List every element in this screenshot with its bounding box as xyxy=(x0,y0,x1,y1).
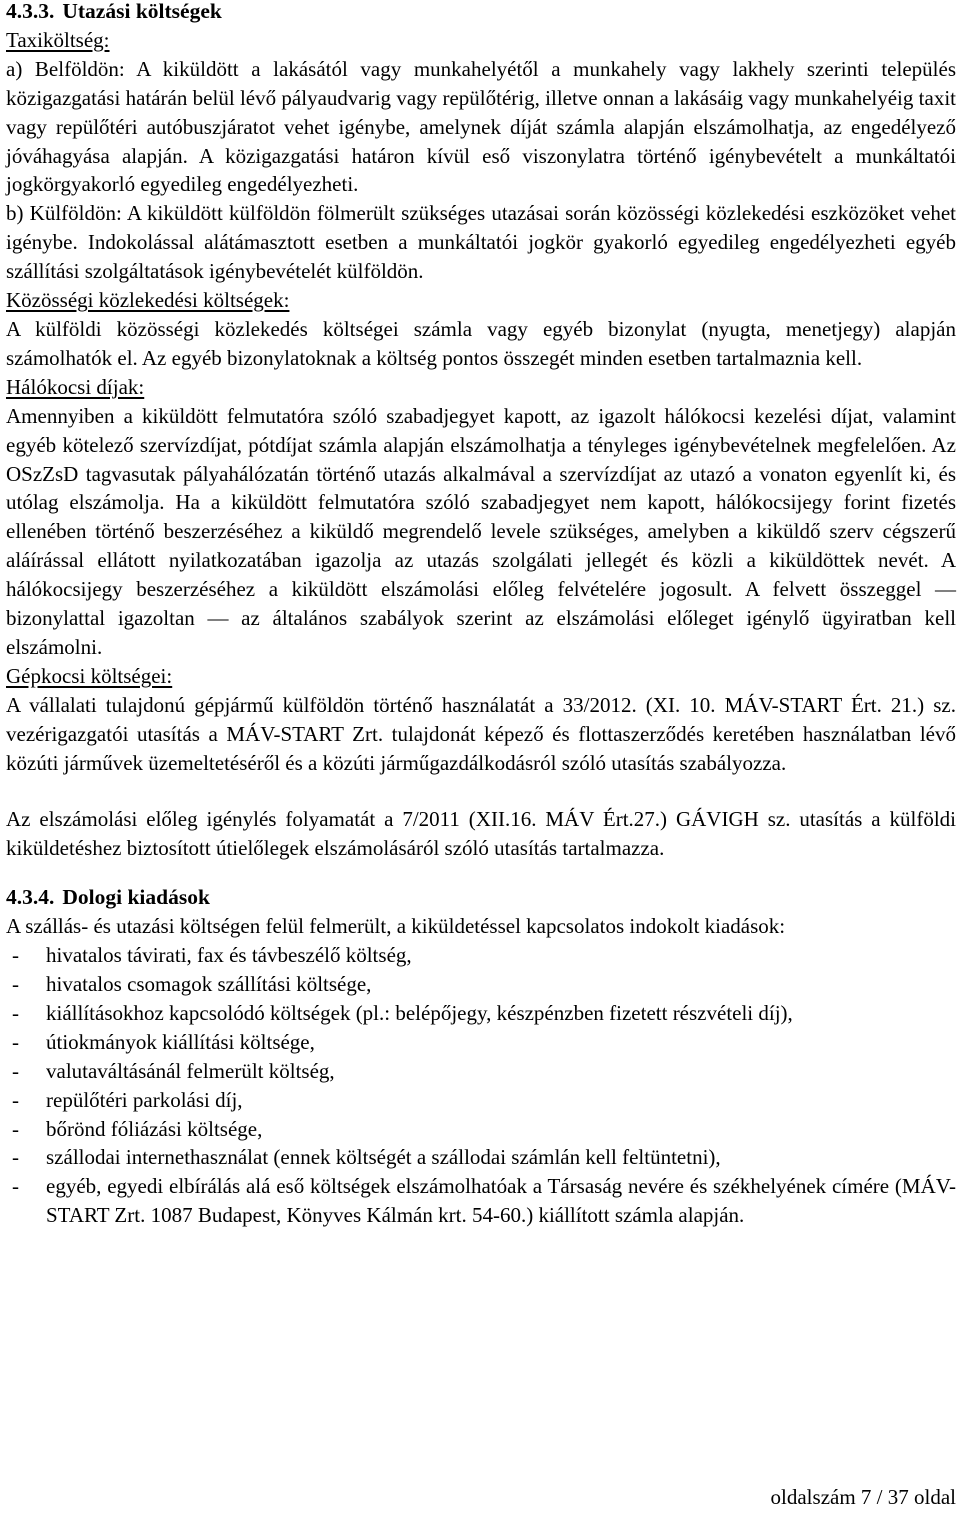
dash-bullet: - xyxy=(12,943,19,968)
dash-bullet: - xyxy=(12,1000,19,1025)
list-item xyxy=(6,1028,956,1057)
list-item-text: kiállításokhoz kapcsolódó költségek (pl.: belépőjegy, készpénzben fizetett részvételi díj), xyxy=(46,1000,793,1025)
taxi-para-a: a) Belföldön: A kiküldött a lakásától vagy munkahelyétől a munkahely vagy lakhely szerinti település közigazgatási határán belül lévő pályaudvarig vagy repülőtérig, illetve onnan a lakásáig vagy munkahelyéig taxit vagy repülőtéri autóbuszjáratot vehet igénybe, amelynek díját számla alapján elszámolhatja, az engedélyező jóváhagyása alapján. A közigazgatási határon kívül eső viszonylatra történő igénybevételt a munkáltatói jogkörgyakorló egyedileg engedélyezheti. xyxy=(6,56,956,197)
car-heading-text: Gépkocsi költségei: xyxy=(6,663,173,688)
section-433-heading xyxy=(6,0,956,26)
dash-bullet: - xyxy=(12,1058,19,1083)
list-item xyxy=(6,1115,956,1144)
list-item-text: repülőtéri parkolási díj, xyxy=(46,1087,243,1112)
dash-bullet: - xyxy=(12,1029,19,1054)
public-transport-heading xyxy=(6,286,956,315)
expense-list xyxy=(6,941,956,1230)
dash-bullet: - xyxy=(12,1087,19,1112)
document-page xyxy=(6,0,956,1230)
spacer xyxy=(6,863,956,883)
taxi-heading-text: Taxiköltség: xyxy=(6,27,110,52)
list-item-text: hivatalos csomagok szállítási költsége, xyxy=(46,972,372,996)
list-item xyxy=(6,1057,956,1086)
public-transport-heading-text: Közösségi közlekedési költségek: xyxy=(6,288,290,313)
car-text: A vállalati tulajdonú gépjármű külföldön történő használatát a 33/2012. (XI. 10. MÁV-START Ért. 21.) sz. vezérigazgatói utasítás a MÁV-START Zrt. tulajdonát képező és flottaszerződés keretében használatban lévő közúti járművek üzemeltetéséről és a közúti járműgazdálkodásról szóló utasítás szabályozza. xyxy=(6,692,956,775)
list-item-text: útiokmányok kiállítási költsége, xyxy=(46,1029,315,1054)
sleeper-text: Amennyiben a kiküldött felmutatóra szóló szabadjegyet kapott, az igazolt hálókocsi kezelési díjat, valamint egyéb kötelező szervízdíjat, pótdíjat számla alapján elszámolhatja a tényleges igénybevételnek megfelelően. Az OSzZsD tagvasutak pályahálózatán történő utazás alkalmával a szervízdíjat az utazó a vonaton egyenlít ki, és utólag elszámolja. Ha a kiküldött felmutatóra szóló szabadjegyet nem kapott, hálókocsijegy forint fizetés ellenében történő beszerzéséhez a kiküldő megrendelő levele szükséges, amelyben a kiküldő szerv cégszerű aláírással ellátott nyilatkozatában igazolja az utazás szolgálati jellegét és közli a kiküldöttek nevét. A hálókocsijegy beszerzéséhez a kiküldött elszámolási előleg felvételére jogosult. A felvett összeggel — bizonylattal igazoltan — az általános szabályok szerint az elszámolási előleget igénylő ügyiratban kell elszámolni. xyxy=(6,403,956,659)
dash-bullet: - xyxy=(12,1116,19,1141)
list-item xyxy=(6,1143,956,1172)
section-434-title: Dologi kiadások xyxy=(62,885,210,910)
sleeper-heading xyxy=(6,373,956,402)
list-item-text: egyéb, egyedi elbírálás alá eső költségek elszámolhatóak a Társaság nevére és székhelyének címére (MÁV-START Zrt. 1087 Budapest, Könyves Kálmán krt. 54-60.) kiállított számla alapján. xyxy=(46,1174,956,1228)
list-item xyxy=(6,941,956,970)
list-item-text: valutaváltásánál felmerült költség, xyxy=(46,1058,335,1083)
list-item xyxy=(6,999,956,1028)
dash-bullet: - xyxy=(12,1174,19,1199)
list-item-text: hivatalos távirati, fax és távbeszélő költség, xyxy=(46,943,412,968)
section-434-heading xyxy=(6,883,956,912)
section-434-intro: A szállás- és utazási költségen felül felmerült, a kiküldetéssel kapcsolatos indokolt kiadások: xyxy=(6,914,786,939)
list-item xyxy=(6,1086,956,1115)
advance-text: Az elszámolási előleg igénylés folyamatát a 7/2011 (XII.16. MÁV Ért.27.) GÁVIGH sz. utasítás a külföldi kiküldetéshez biztosított útielőlegek elszámolásáról szóló utasítás tartalmazza. xyxy=(6,807,956,861)
sleeper-heading-text: Hálókocsi díjak: xyxy=(6,374,145,399)
section-434-number: 4.3.4. xyxy=(6,885,55,910)
taxi-heading xyxy=(6,26,956,55)
taxi-para-b: b) Külföldön: A kiküldött külföldön fölmerült szükséges utazásai során közösségi közlekedési eszközöket vehet igénybe. Indokolással alátámasztott esetben a munkáltatói jogkör gyakorló egyedileg engedélyezheti egyéb szállítási szolgáltatások igénybevételét külföldön. xyxy=(6,201,956,284)
section-433-number: 4.3.3. xyxy=(6,0,55,23)
dash-bullet: - xyxy=(12,972,19,996)
section-433-title: Utazási költségek xyxy=(62,0,222,23)
list-item-text: szállodai internethasználat (ennek költségét a szállodai számlán kell feltüntetni), xyxy=(46,1145,721,1170)
list-item-text: bőrönd fóliázási költsége, xyxy=(46,1116,263,1141)
list-item xyxy=(6,1172,956,1230)
car-heading xyxy=(6,662,956,691)
spacer xyxy=(6,777,956,805)
list-item xyxy=(6,970,956,999)
dash-bullet: - xyxy=(12,1145,19,1170)
page-number-footer: oldalszám 7 / 37 oldal xyxy=(770,1485,956,1509)
public-transport-text: A külföldi közösségi közlekedés költségei számla vagy egyéb bizonylat (nyugta, menetjegy) alapján számolhatók el. Az egyéb bizonylatoknak a költség pontos összegét minden esetben tartalmaznia kell. xyxy=(6,316,956,370)
